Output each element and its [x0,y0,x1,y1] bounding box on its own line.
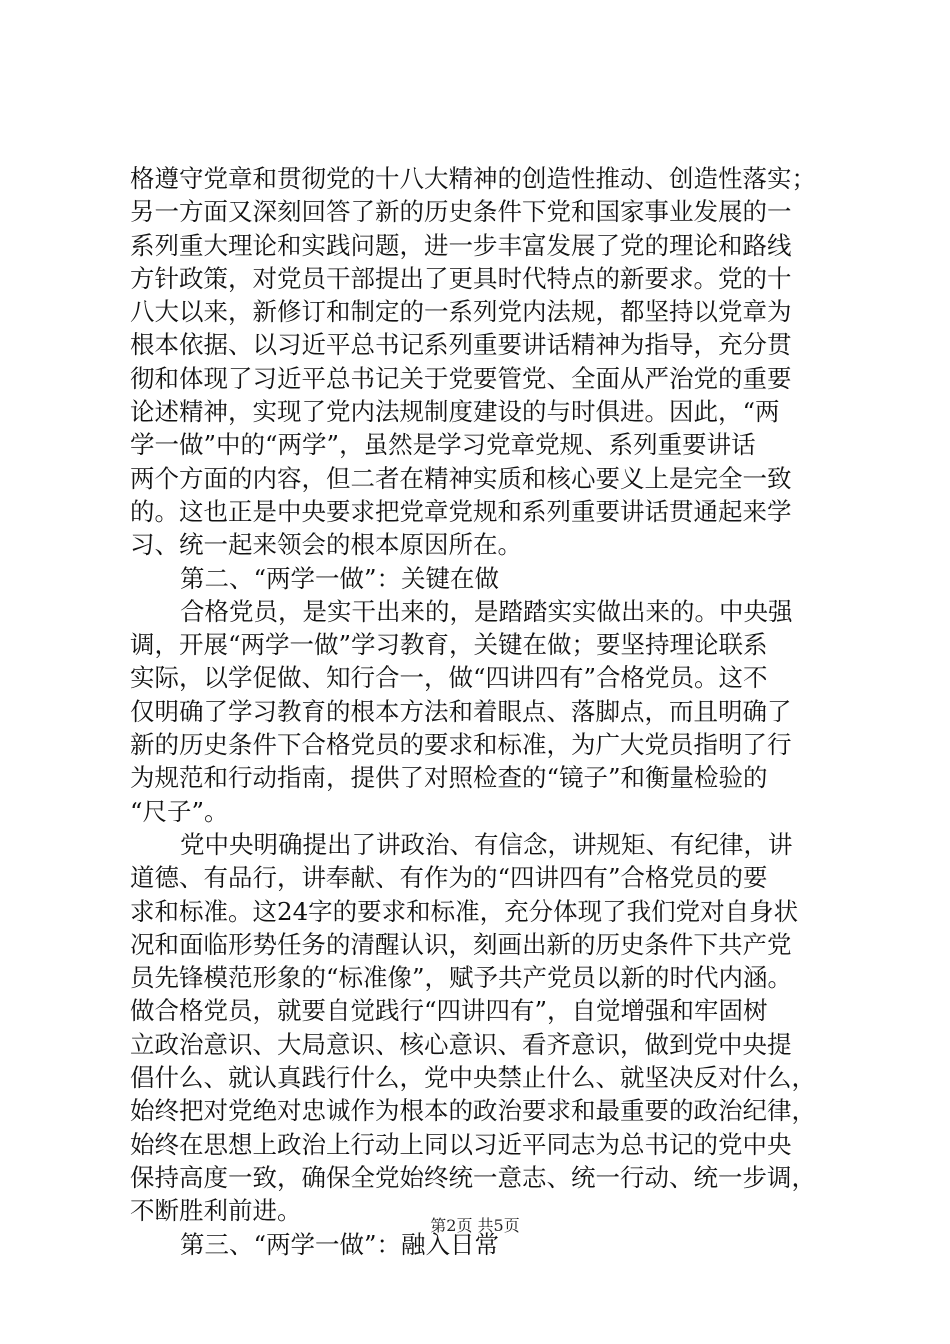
text-line: 道德、有品行，讲奉献、有作为的“四讲四有”合格党员的要 [130,863,768,893]
text-line: 第三、“两学一做”：融入日常 [180,1229,500,1259]
text-line: 系列重大理论和实践问题，进一步丰富发展了党的理论和路线 [130,230,792,260]
text-line: 保持高度一致，确保全党始终统一意志、统一行动、统一步调， [130,1162,816,1192]
text-line: 八大以来，新修订和制定的一系列党内法规，都坚持以党章为 [130,297,792,327]
text-line: 的。这也正是中央要求把党章党规和系列重要讲话贯通起来学 [130,496,792,526]
text-line: 根本依据、以习近平总书记系列重要讲话精神为指导，充分贯 [130,330,792,360]
text-line: 论述精神，实现了党内法规制度建设的与时俱进。因此，“两 [130,397,780,427]
document-body [130,162,830,1261]
text-line: 做合格党员，就要自觉践行“四讲四有”，自觉增强和牢固树 [130,996,768,1026]
text-line: 始终把对党绝对忠诚作为根本的政治要求和最重要的政治纪律， [130,1096,816,1126]
text-line: 党中央明确提出了讲政治、有信念，讲规矩、有纪律，讲 [180,829,793,859]
text-line: 员先锋模范形象的“标准像”，赋予共产党员以新的时代内涵。 [130,963,793,993]
text-line: 两个方面的内容，但二者在精神实质和核心要义上是完全一致 [130,463,792,493]
text-line: “尺子”。 [130,796,229,826]
text-line: 习、统一起来领会的根本原因所在。 [130,530,522,560]
text-line: 新的历史条件下合格党员的要求和标准，为广大党员指明了行 [130,730,792,760]
text-line: 仅明确了学习教育的根本方法和着眼点、落脚点，而且明确了 [130,696,792,726]
text-line: 调，开展“两学一做”学习教育，关键在做；要坚持理论联系 [130,630,768,660]
page-footer: 第2页 共5页 [430,1216,520,1235]
text-line: 另一方面又深刻回答了新的历史条件下党和国家事业发展的一 [130,197,792,227]
text-line: 第二、“两学一做”：关键在做 [180,563,500,593]
text-line: 彻和体现了习近平总书记关于党要管党、全面从严治党的重要 [130,363,792,393]
text-line: 不断胜利前进。 [130,1196,302,1226]
text-line: 格遵守党章和贯彻党的十八大精神的创造性推动、创造性落实； [130,164,816,193]
text-line: 立政治意识、大局意识、核心意识、看齐意识，做到党中央提 [130,1029,792,1059]
text-line: 为规范和行动指南，提供了对照检查的“镜子”和衡量检验的 [130,763,768,793]
text-line: 求和标准。这24字的要求和标准，充分体现了我们党对自身状 [130,896,799,926]
text-line: 方针政策，对党员干部提出了更具时代特点的新要求。党的十 [130,263,792,293]
text-line: 倡什么、就认真践行什么，党中央禁止什么、就坚决反对什么， [130,1063,816,1093]
text-line: 况和面临形势任务的清醒认识，刻画出新的历史条件下共产党 [130,929,792,959]
text-line: 学一做”中的“两学”，虽然是学习党章党规、系列重要讲话 [130,430,756,460]
text-line: 实际，以学促做、知行合一，做“四讲四有”合格党员。这不 [130,663,768,693]
text-line: 始终在思想上政治上行动上同以习近平同志为总书记的党中央 [130,1129,792,1159]
text-line: 合格党员，是实干出来的，是踏踏实实做出来的。中央强 [180,596,793,626]
